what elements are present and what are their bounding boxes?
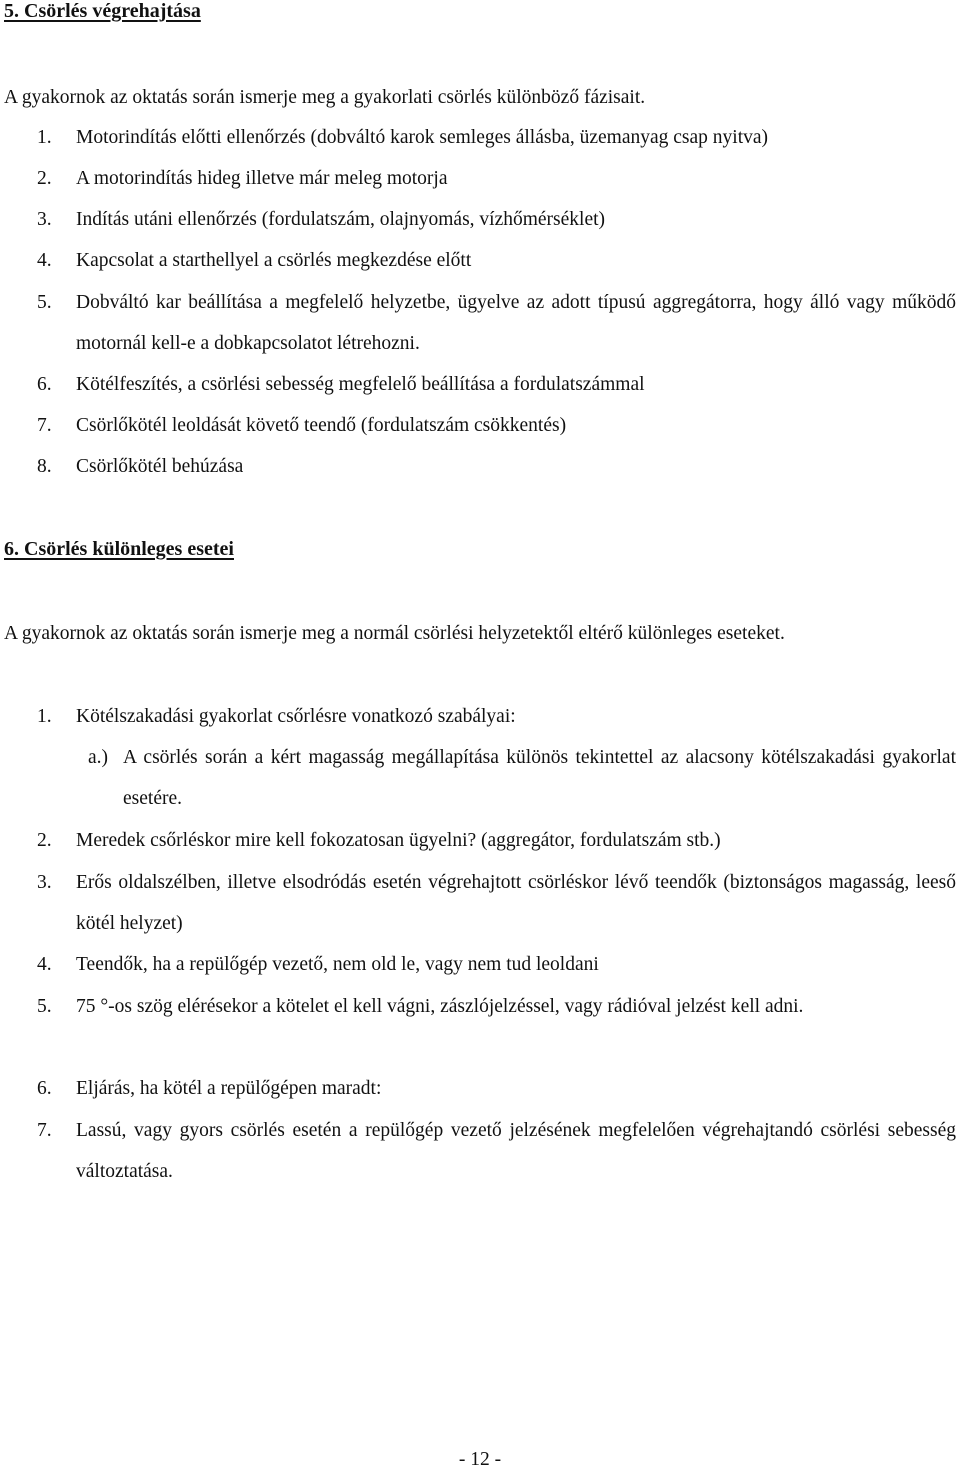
- page-number: - 12 -: [458, 1449, 502, 1470]
- list-item: [37, 1068, 956, 1109]
- section-5-heading: 5. Csörlés végrehajtása: [4, 0, 201, 22]
- list-item-text: Kötélfeszítés, a csörlési sebesség megfelelő beállítása a fordulatszámmal: [76, 374, 645, 395]
- list-item-text: Csörlőkötél leoldását követő teendő (fordulatszám csökkentés): [76, 415, 567, 436]
- section-6-heading: 6. Csörlés különleges esetei: [4, 538, 234, 560]
- list-item-number: 7.: [37, 415, 52, 436]
- list-item: [37, 986, 956, 1027]
- list-item-number: 6.: [37, 1078, 52, 1099]
- list-item-number: 8.: [37, 456, 52, 477]
- list-item: [37, 282, 956, 364]
- sub-list-item: [88, 737, 956, 819]
- list-item: [37, 405, 956, 446]
- list-item-text: Eljárás, ha kötél a repülőgépen maradt:: [76, 1078, 382, 1099]
- list-item-number: 4.: [37, 954, 52, 975]
- list-item: [37, 117, 956, 158]
- section-6-intro: A gyakornok az oktatás során ismerje meg a normál csörlési helyzetektől eltérő különleges eseteket.: [4, 623, 785, 644]
- list-item-text: A motorindítás hideg illetve már meleg motorja: [76, 168, 448, 189]
- list-item-number: 5.: [37, 292, 52, 313]
- list-item-text: Dobváltó kar beállítása a megfelelő helyzetbe, ügyelve az adott típusú aggregátorra, hogy álló vagy működő motornál kell-e a dobkapcsolatot létrehozni.: [76, 292, 956, 354]
- list-item-text: Meredek csőrléskor mire kell fokozatosan ügyelni? (aggregátor, fordulatszám stb.): [76, 830, 721, 851]
- list-item-text: Kötélszakadási gyakorlat csőrlésre vonatkozó szabályai:: [76, 706, 516, 727]
- list-item-number: 2.: [37, 168, 52, 189]
- list-item: [37, 199, 956, 240]
- list-item-text: Motorindítás előtti ellenőrzés (dobváltó karok semleges állásba, üzemanyag csap nyitva): [76, 127, 769, 148]
- list-item-number: 1.: [37, 706, 52, 727]
- list-item-text: Lassú, vagy gyors csörlés esetén a repülőgép vezető jelzésének megfelelően végrehajtandó csörlési sebesség változtatása.: [76, 1120, 956, 1182]
- list-item-number: 3.: [37, 209, 52, 230]
- section-5-intro: A gyakornok az oktatás során ismerje meg a gyakorlati csörlés különböző fázisait.: [4, 87, 646, 108]
- list-item-text: Teendők, ha a repülőgép vezető, nem old le, vagy nem tud leoldani: [76, 954, 599, 975]
- list-item: [37, 820, 956, 861]
- list-item-number: 3.: [37, 872, 52, 893]
- list-item: [37, 364, 956, 405]
- list-item-number: 7.: [37, 1120, 52, 1141]
- list-item: [37, 446, 956, 487]
- list-item-text: Indítás utáni ellenőrzés (fordulatszám, olajnyomás, vízhőmérséklet): [76, 209, 606, 230]
- list-item-number: 2.: [37, 830, 52, 851]
- list-item-text: Kapcsolat a starthellyel a csörlés megkezdése előtt: [76, 250, 472, 271]
- list-item-text: 75 °-os szög elérésekor a kötelet el kell vágni, zászlójelzéssel, vagy rádióval jelzést kell adni.: [76, 996, 804, 1017]
- list-item: [37, 158, 956, 199]
- list-item-text: Erős oldalszélben, illetve elsodródás esetén végrehajtott csörléskor lévő teendők (biztonságos magasság, leeső kötél helyzet): [76, 872, 956, 934]
- list-item-number: 6.: [37, 374, 52, 395]
- list-item: [37, 944, 956, 985]
- list-item: [37, 1110, 956, 1192]
- list-item-number: 1.: [37, 127, 52, 148]
- list-item: [37, 240, 956, 281]
- list-item-number: 5.: [37, 996, 52, 1017]
- sub-list-item-letter: a.): [88, 747, 109, 768]
- list-item-text: Csörlőkötél behúzása: [76, 456, 244, 477]
- list-item: [37, 862, 956, 944]
- list-item-number: 4.: [37, 250, 52, 271]
- list-item: [37, 696, 956, 737]
- sub-list-item-text: A csörlés során a kért magasság megállapítása különös tekintettel az alacsony kötélszakadási gyakorlat esetére.: [123, 747, 956, 809]
